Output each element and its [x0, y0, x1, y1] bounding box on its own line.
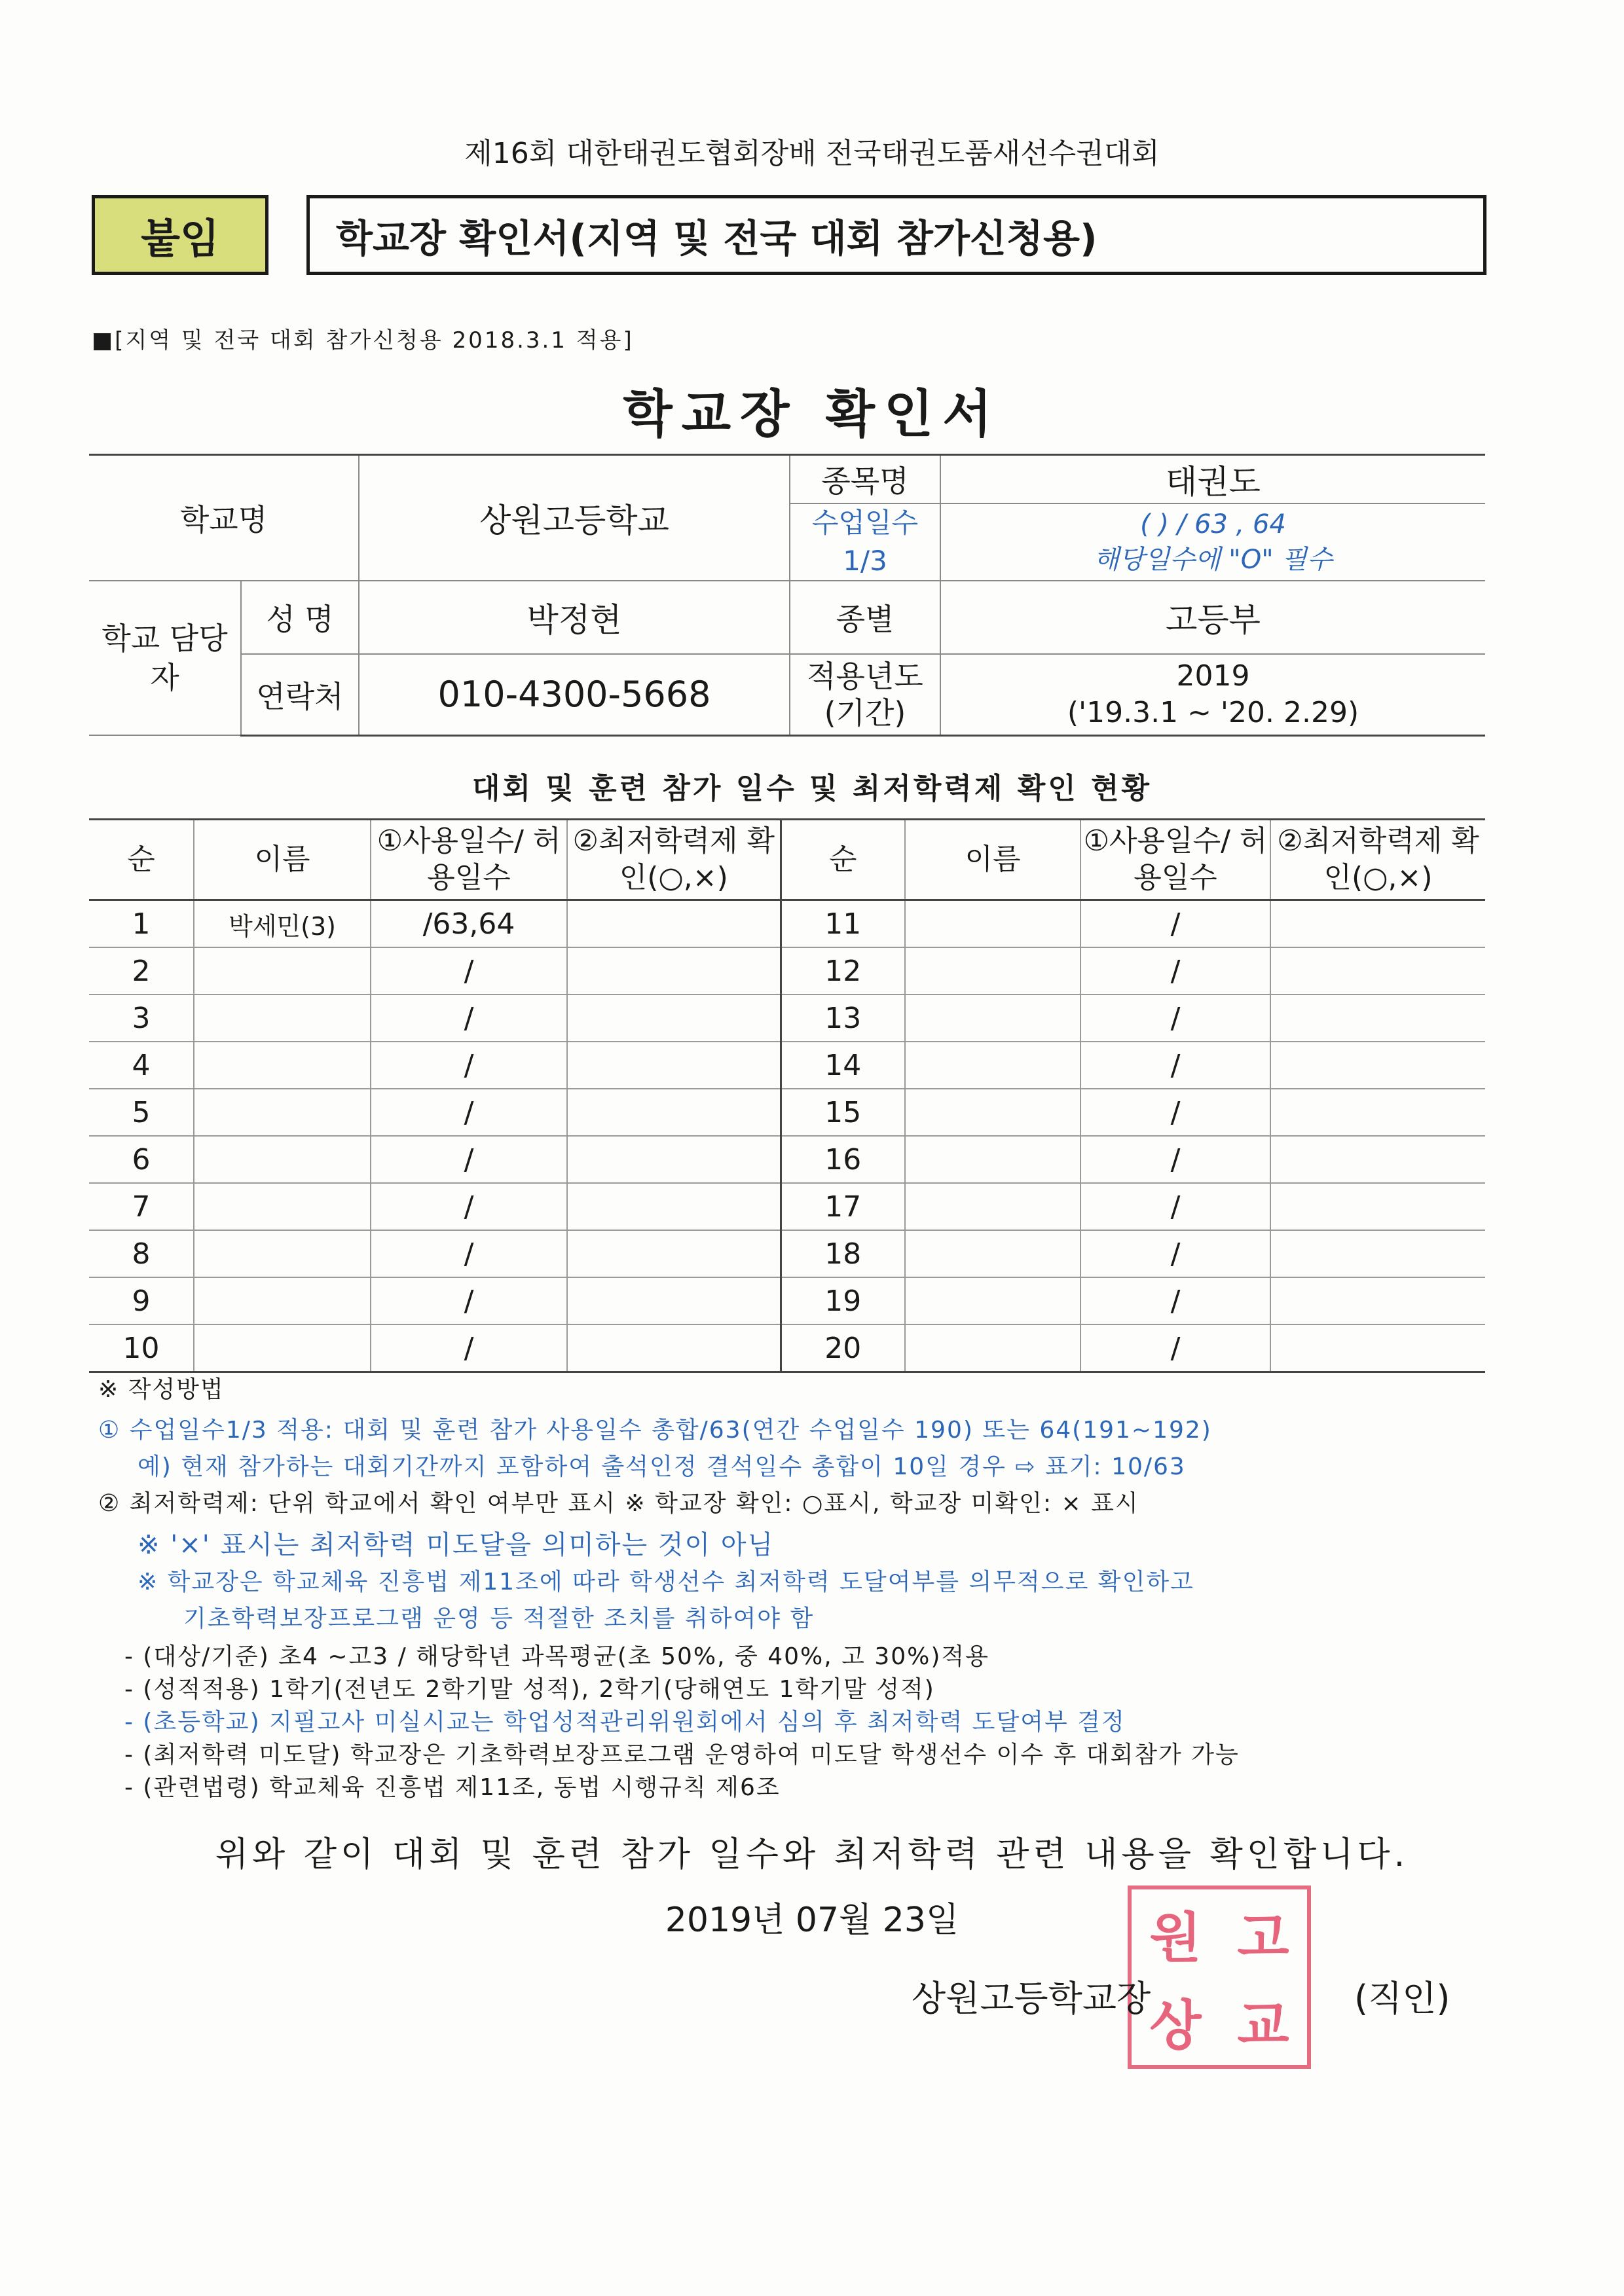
- roster-cell-no: 18: [781, 1230, 905, 1277]
- roster-cell-academic: [567, 1136, 781, 1183]
- roster-cell-days: /: [1080, 947, 1270, 994]
- roster-cell-days: /: [1080, 1183, 1270, 1230]
- apply-year-label: 적용년도 (기간): [790, 654, 940, 735]
- roster-cell-no: 9: [89, 1277, 194, 1324]
- roster-cell-days: /: [371, 1042, 567, 1089]
- table-row: [89, 900, 1485, 948]
- roster-cell-days: /: [371, 947, 567, 994]
- roster-cell-no: 12: [781, 947, 905, 994]
- table-row: [89, 947, 1485, 994]
- roster-cell-name: [905, 1183, 1080, 1230]
- roster-cell-days: /: [371, 994, 567, 1042]
- class-days-cell: [940, 503, 1485, 581]
- roster-cell-days: /: [371, 1089, 567, 1136]
- seal-char: 원: [1149, 1906, 1202, 1969]
- roster-cell-days: /: [1080, 900, 1270, 948]
- sport-value: 태권도: [940, 455, 1485, 504]
- roster-cell-academic: [1270, 1324, 1485, 1372]
- roster-cell-no: 3: [89, 994, 194, 1042]
- instruction-line: 예) 현재 참가하는 대회기간까지 포함하여 출석인정 결석일수 총합이 10일 경우 ⇨ 표기: 10/63: [138, 1453, 1186, 1480]
- roster-cell-academic: [1270, 1277, 1485, 1324]
- header-days: ①사용일수/ 허용일수: [1080, 820, 1270, 900]
- sport-label: 종목명: [790, 455, 940, 504]
- roster-cell-days: /: [1080, 1324, 1270, 1372]
- roster-cell-no: 19: [781, 1277, 905, 1324]
- roster-cell-no: 14: [781, 1042, 905, 1089]
- roster-cell-days: /: [371, 1230, 567, 1277]
- class-days-label: 수업일수 1/3: [790, 503, 940, 581]
- instruction-line: - (성적적용) 1학기(전년도 2학기말 성적), 2학기(당해연도 1학기말 성적): [124, 1676, 935, 1703]
- table-row: [89, 1324, 1485, 1372]
- roster-cell-academic: [567, 1277, 781, 1324]
- roster-cell-name: [905, 947, 1080, 994]
- roster-cell-days: /: [371, 1136, 567, 1183]
- header-days: ①사용일수/ 허용일수: [371, 820, 567, 900]
- roster-cell-name: [905, 994, 1080, 1042]
- table-row: [89, 1183, 1485, 1230]
- roster-cell-name: [194, 1230, 371, 1277]
- roster-cell-name: [905, 1042, 1080, 1089]
- instruction-line: 기초학력보장프로그램 운영 등 적절한 조치를 취하여야 함: [183, 1605, 815, 1632]
- instruction-line: ※ 학교장은 학교체육 진흥법 제11조에 따라 학생선수 최저학력 도달여부를 의무적으로 확인하고: [138, 1569, 1194, 1595]
- division-label: 종별: [790, 581, 940, 654]
- roster-cell-academic: [567, 1042, 781, 1089]
- roster-cell-name: [194, 1089, 371, 1136]
- class-days-value: ( ) / 63 , 64: [1140, 509, 1286, 539]
- roster-cell-academic: [567, 1183, 781, 1230]
- apply-year-value: 2019: [1176, 659, 1250, 693]
- table-row: [89, 1277, 1485, 1324]
- instruction-line: ① 수업일수1/3 적용: 대회 및 훈련 참가 사용일수 총합/63(연간 수업일수 190) 또는 64(191~192): [98, 1417, 1212, 1444]
- roster-cell-academic: [567, 1089, 781, 1136]
- roster-cell-days: /: [1080, 1230, 1270, 1277]
- table-row: [89, 1042, 1485, 1089]
- seal-label: (직인): [1354, 1978, 1450, 2019]
- roster-cell-no: 1: [89, 900, 194, 948]
- instruction-line: - (초등학교) 지필고사 미실시교는 학업성적관리위원회에서 심의 후 최저학력 도달여부 결정: [124, 1709, 1126, 1736]
- table-row: [89, 1230, 1485, 1277]
- roster-cell-name: [905, 1324, 1080, 1372]
- roster-cell-name: [194, 994, 371, 1042]
- contact-phone-value: 010-4300-5668: [359, 654, 790, 735]
- roster-cell-academic: [567, 1324, 781, 1372]
- roster-cell-name: [194, 1324, 371, 1372]
- roster-subheading: 대회 및 훈련 참가 일수 및 최저학력제 확인 현황: [471, 772, 1153, 805]
- class-days-note: 해당일수에 "O" 필수: [1094, 545, 1333, 575]
- roster-cell-days: /: [1080, 994, 1270, 1042]
- roster-cell-no: 11: [781, 900, 905, 948]
- roster-cell-no: 20: [781, 1324, 905, 1372]
- roster-cell-name: 박세민(3): [194, 900, 371, 948]
- roster-cell-days: /: [1080, 1136, 1270, 1183]
- roster-cell-no: 10: [89, 1324, 194, 1372]
- roster-cell-days: /: [371, 1324, 567, 1372]
- school-name-label: 학교명: [89, 455, 359, 581]
- confirmation-statement: 위와 같이 대회 및 훈련 참가 일수와 최저학력 관련 내용을 확인합니다.: [215, 1835, 1409, 1874]
- instruction-line: - (관련법령) 학교체육 진흥법 제11조, 동법 시행규칙 제6조: [124, 1774, 781, 1801]
- header-name: 이름: [905, 820, 1080, 900]
- roster-cell-days: /: [1080, 1042, 1270, 1089]
- seal-char: 상: [1149, 1994, 1202, 2057]
- header-academic: ②최저학력제 확인(○,×): [1270, 820, 1485, 900]
- document-title: 학교장 확인서: [623, 385, 1001, 444]
- roster-cell-academic: [1270, 1183, 1485, 1230]
- roster-cell-academic: [1270, 1089, 1485, 1136]
- instruction-line: - (최저학력 미도달) 학교장은 기초학력보장프로그램 운영하여 미도달 학생선수 이수 후 대회참가 가능: [124, 1741, 1240, 1768]
- roster-cell-no: 5: [89, 1089, 194, 1136]
- roster-cell-no: 4: [89, 1042, 194, 1089]
- roster-cell-days: /: [1080, 1089, 1270, 1136]
- roster-cell-academic: [1270, 900, 1485, 948]
- school-name-value: 상원고등학교: [359, 455, 790, 581]
- roster-cell-academic: [567, 947, 781, 994]
- roster-cell-name: [194, 1042, 371, 1089]
- roster-cell-academic: [1270, 1042, 1485, 1089]
- roster-cell-academic: [1270, 994, 1485, 1042]
- apply-year-cell: [940, 654, 1485, 735]
- instruction-line: ② 최저학력제: 단위 학교에서 확인 여부만 표시 ※ 학교장 확인: ○표시, 학교장 미확인: × 표시: [98, 1490, 1139, 1517]
- roster-cell-academic: [567, 900, 781, 948]
- header-name: 이름: [194, 820, 371, 900]
- instruction-line: ※ '×' 표시는 최저학력 미도달을 의미하는 것이 아님: [138, 1530, 775, 1560]
- instruction-line: - (대상/기준) 초4 ~고3 / 해당학년 과목평균(초 50%, 중 40%, 고 30%)적용: [124, 1643, 989, 1670]
- seal-char: 교: [1237, 1994, 1289, 2057]
- roster-cell-academic: [567, 994, 781, 1042]
- roster-cell-days: /: [371, 1183, 567, 1230]
- form-version-note: ■[지역 및 전국 대회 참가신청용 2018.3.1 적용]: [92, 327, 634, 354]
- roster-cell-no: 7: [89, 1183, 194, 1230]
- division-value: 고등부: [940, 581, 1485, 654]
- roster-cell-name: [905, 1089, 1080, 1136]
- header-academic: ②최저학력제 확인(○,×): [567, 820, 781, 900]
- table-row: [89, 994, 1485, 1042]
- roster-cell-no: 17: [781, 1183, 905, 1230]
- contact-name-value: 박정현: [359, 581, 790, 654]
- header-no: 순: [89, 820, 194, 900]
- official-seal: [1128, 1886, 1311, 2069]
- school-info-table: [89, 454, 1485, 737]
- contact-phone-label: 연락처: [241, 654, 359, 735]
- roster-cell-name: [905, 1136, 1080, 1183]
- roster-cell-no: 13: [781, 994, 905, 1042]
- roster-cell-no: 6: [89, 1136, 194, 1183]
- instructions-heading: ※ 작성방법: [98, 1376, 225, 1403]
- roster-cell-academic: [1270, 947, 1485, 994]
- header-no: 순: [781, 820, 905, 900]
- form-title: 학교장 확인서(지역 및 전국 대회 참가신청용): [306, 195, 1486, 275]
- table-row: [89, 1136, 1485, 1183]
- athlete-roster-table: [89, 818, 1485, 1373]
- apply-period-value: ('19.3.1 ~ '20. 2.29): [1067, 695, 1359, 729]
- document-date: 2019년 07월 23일: [665, 1901, 959, 1940]
- roster-cell-name: [194, 947, 371, 994]
- roster-cell-no: 8: [89, 1230, 194, 1277]
- roster-cell-academic: [1270, 1136, 1485, 1183]
- roster-cell-name: [905, 900, 1080, 948]
- roster-cell-academic: [567, 1230, 781, 1277]
- seal-char: 고: [1237, 1906, 1289, 1969]
- event-title: 제16회 대한태권도협회장배 전국태권도품새선수권대회: [464, 137, 1160, 170]
- principal-signature-name: 상원고등학교장: [912, 1978, 1151, 2019]
- roster-cell-academic: [1270, 1230, 1485, 1277]
- roster-cell-no: 2: [89, 947, 194, 994]
- table-row: [89, 1089, 1485, 1136]
- roster-cell-name: [905, 1277, 1080, 1324]
- roster-cell-days: /: [1080, 1277, 1270, 1324]
- contact-group-label: 학교 담당자: [89, 581, 241, 735]
- roster-cell-name: [194, 1277, 371, 1324]
- roster-cell-name: [194, 1136, 371, 1183]
- roster-cell-days: /63,64: [371, 900, 567, 948]
- contact-name-label: 성 명: [241, 581, 359, 654]
- roster-cell-no: 16: [781, 1136, 905, 1183]
- roster-cell-name: [194, 1183, 371, 1230]
- roster-cell-name: [905, 1230, 1080, 1277]
- roster-cell-days: /: [371, 1277, 567, 1324]
- attachment-badge: 붙임: [92, 195, 268, 275]
- roster-cell-no: 15: [781, 1089, 905, 1136]
